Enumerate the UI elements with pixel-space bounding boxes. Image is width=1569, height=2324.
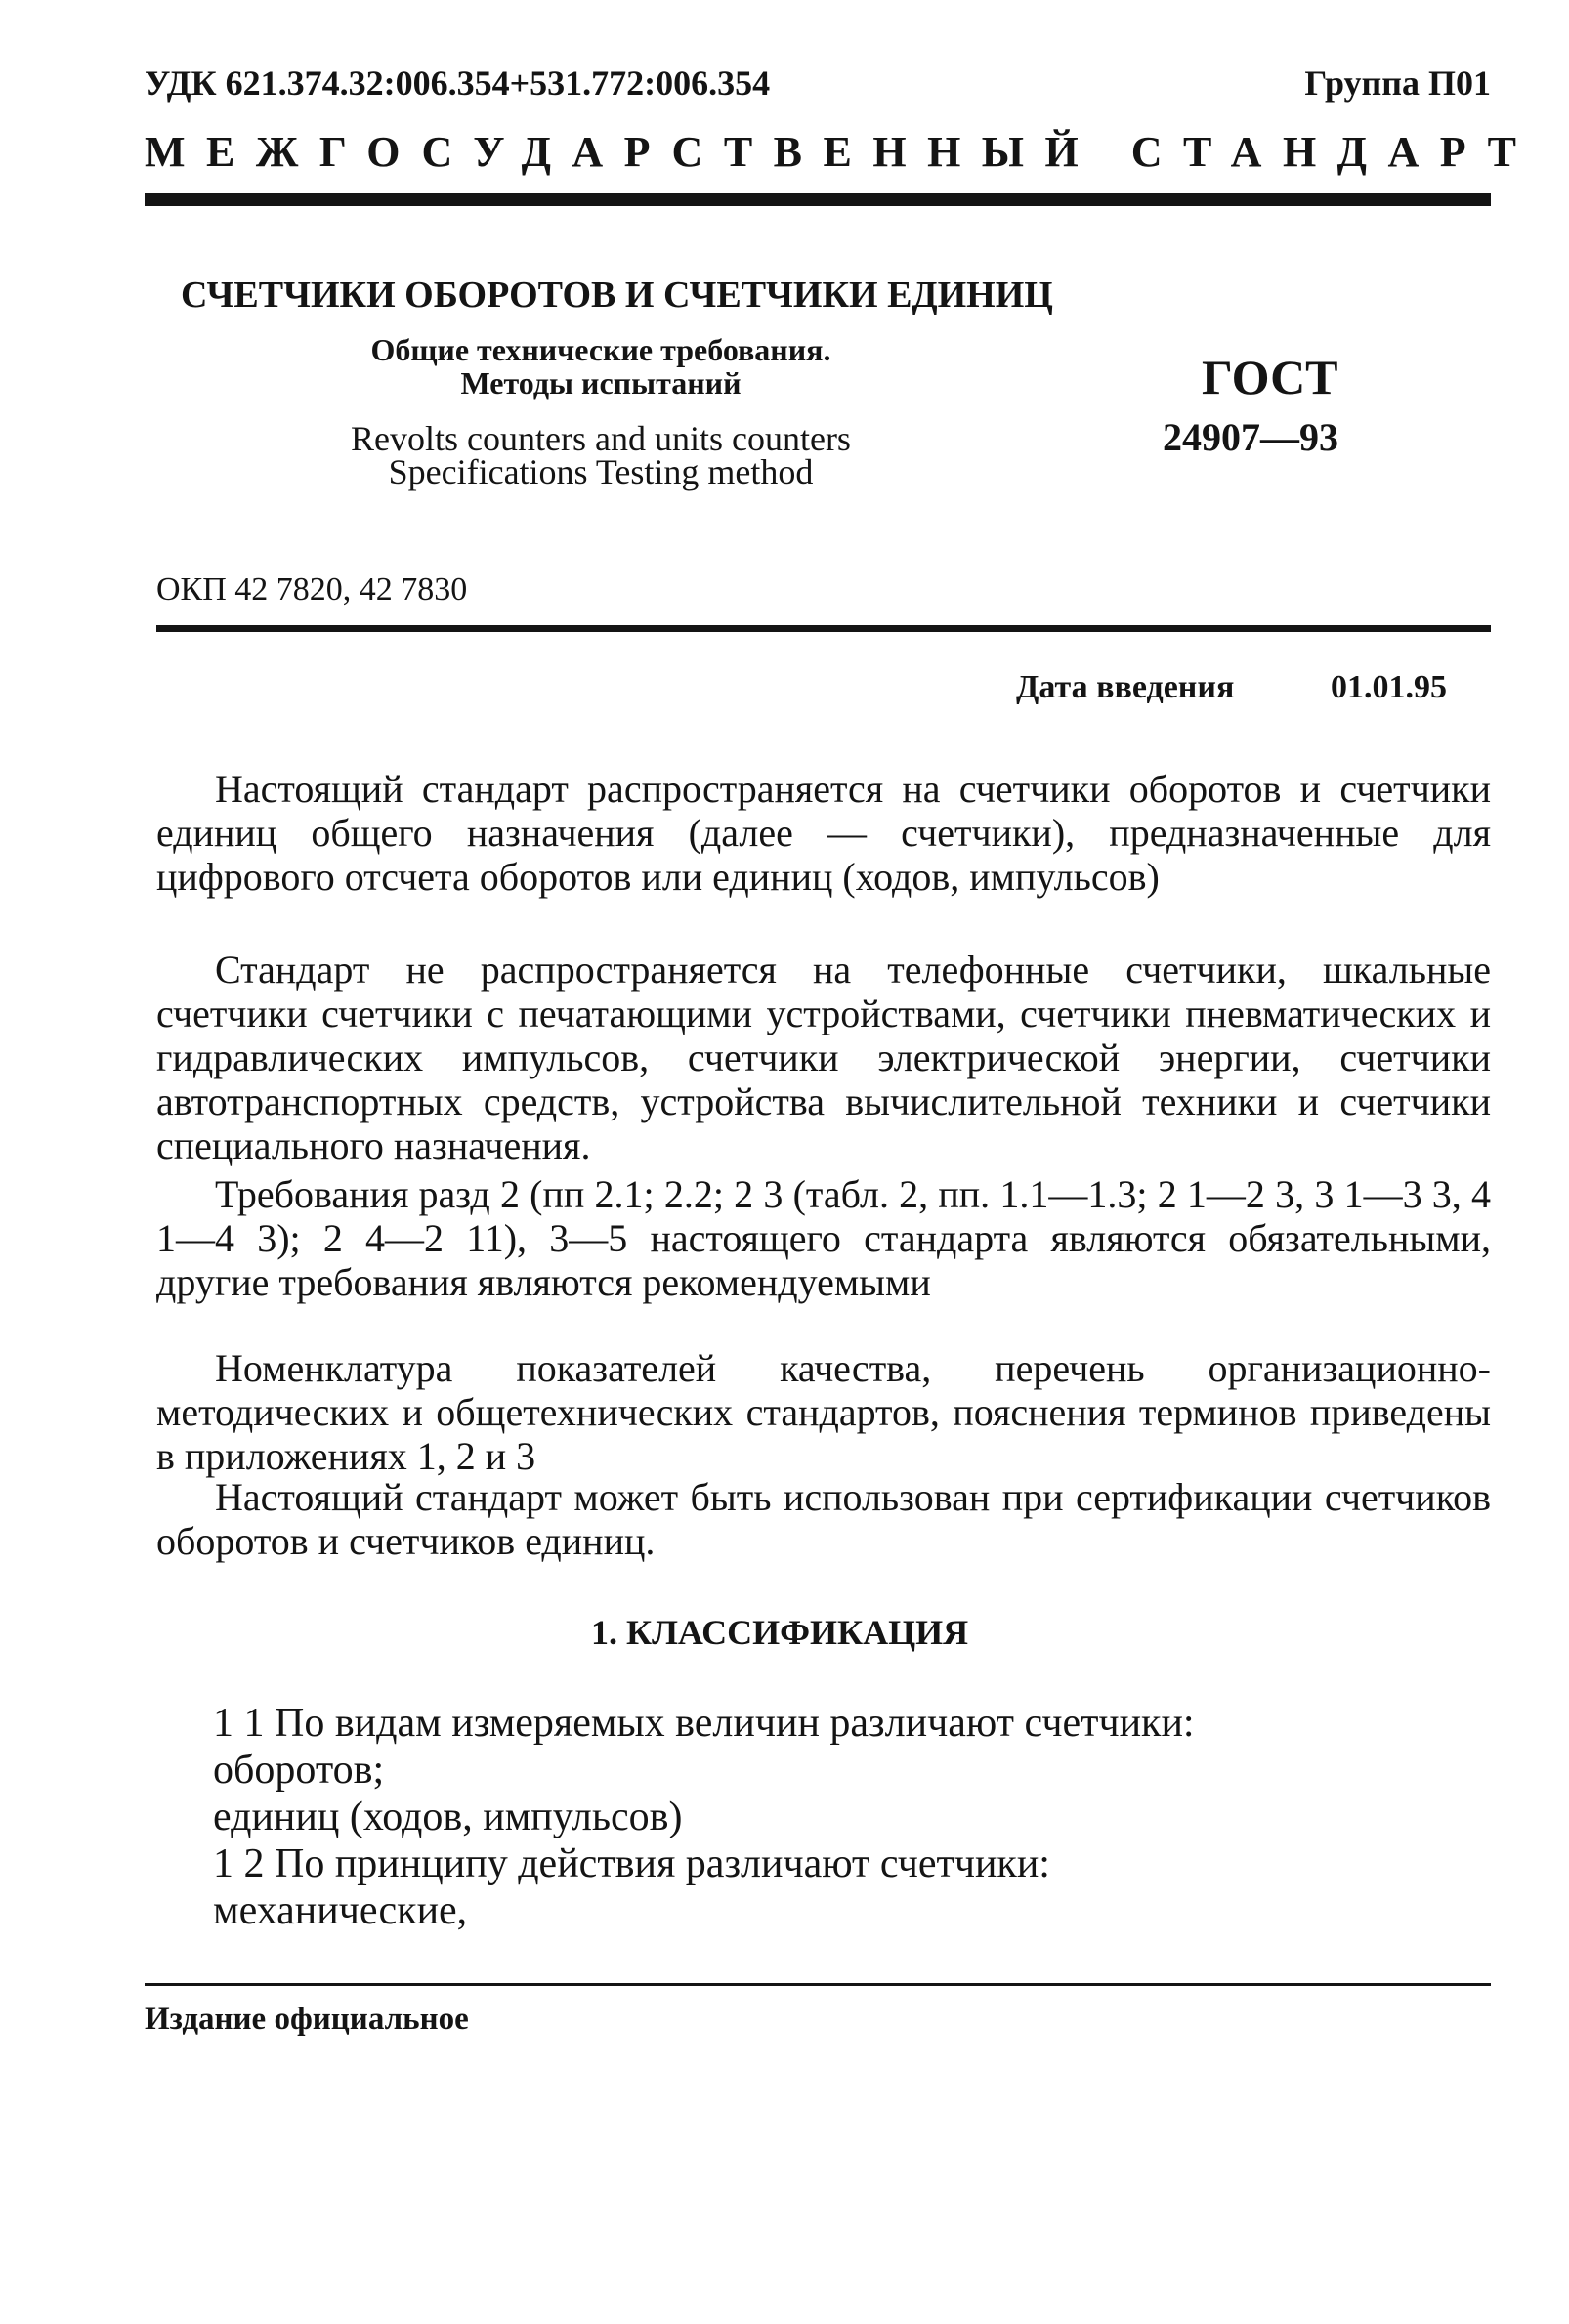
paragraph-certification: Настоящий стандарт может быть использован при сертификации счетчиков оборотов и счетчиков единиц. xyxy=(156,1475,1491,1563)
okp-code: ОКП 42 7820, 42 7830 xyxy=(156,571,468,608)
english-title-line-1: Revolts counters and units counters xyxy=(351,419,851,458)
document-title: СЧЕТЧИКИ ОБОРОТОВ И СЧЕТЧИКИ ЕДИНИЦ xyxy=(181,275,1053,316)
udk-code: УДК 621.374.32:006.354+531.772:006.354 xyxy=(145,63,771,103)
section-line-2: оборотов; xyxy=(213,1748,385,1793)
paragraph-exclusions: Стандарт не распространяется на телефонные счетчики, шкальные счетчики счетчики с печатающими устройствами, счетчики пневматических и гидравлических импульсов, счетчики электрической энергии, счетчики автотранспортных средств, устройства вычислительной техники и счетчики специального назначения. xyxy=(156,948,1491,1167)
footer-rule xyxy=(145,1983,1491,1986)
header-thick-rule xyxy=(145,193,1491,206)
subtitle-line-1: Общие технические требования. xyxy=(370,332,831,367)
paragraph-nomenclature: Номенклатура показателей качества, перечень организационно-методических и общетехнических стандартов, пояснения терминов приведены в приложениях 1, 2 и 3 xyxy=(156,1346,1491,1478)
group-code: Группа П01 xyxy=(1304,63,1491,103)
subtitle-line-2: Методы испытаний xyxy=(460,365,742,401)
intro-date-label: Дата введения xyxy=(1016,669,1235,705)
standard-type-heading: МЕЖГОСУДАРСТВЕННЫЙ СТАНДАРТ xyxy=(145,128,1538,176)
gost-label: ГОСТ xyxy=(1202,350,1338,404)
official-edition-label: Издание официальное xyxy=(145,2002,469,2037)
section-line-3: единиц (ходов, импульсов) xyxy=(213,1795,683,1839)
intro-date-value: 01.01.95 xyxy=(1331,669,1447,705)
section-heading: 1. КЛАССИФИКАЦИЯ xyxy=(591,1613,969,1652)
section-line-5: механические, xyxy=(213,1888,468,1933)
section-line-4: 1 2 По принципу действия различают счетчики: xyxy=(213,1841,1050,1886)
paragraph-requirements: Требования разд 2 (пп 2.1; 2.2; 2 3 (табл. 2, пп. 1.1—1.3; 2 1—2 3, 3 1—3 3, 4 1—4 3); 2 4—2 11), 3—5 настоящего стандарта являются обязательными, другие требования являются рекомендуемыми xyxy=(156,1172,1491,1304)
section-line-1: 1 1 По видам измеряемых величин различают счетчики: xyxy=(213,1701,1195,1746)
okp-rule xyxy=(156,625,1491,632)
gost-number: 24907—93 xyxy=(1163,415,1338,459)
english-title-line-2: Specifications Testing method xyxy=(388,452,814,491)
paragraph-scope: Настоящий стандарт распространяется на счетчики оборотов и счетчики единиц общего назначения (далее — счетчики), предназначенные для цифрового отсчета оборотов или единиц (ходов, импульсов) xyxy=(156,767,1491,899)
